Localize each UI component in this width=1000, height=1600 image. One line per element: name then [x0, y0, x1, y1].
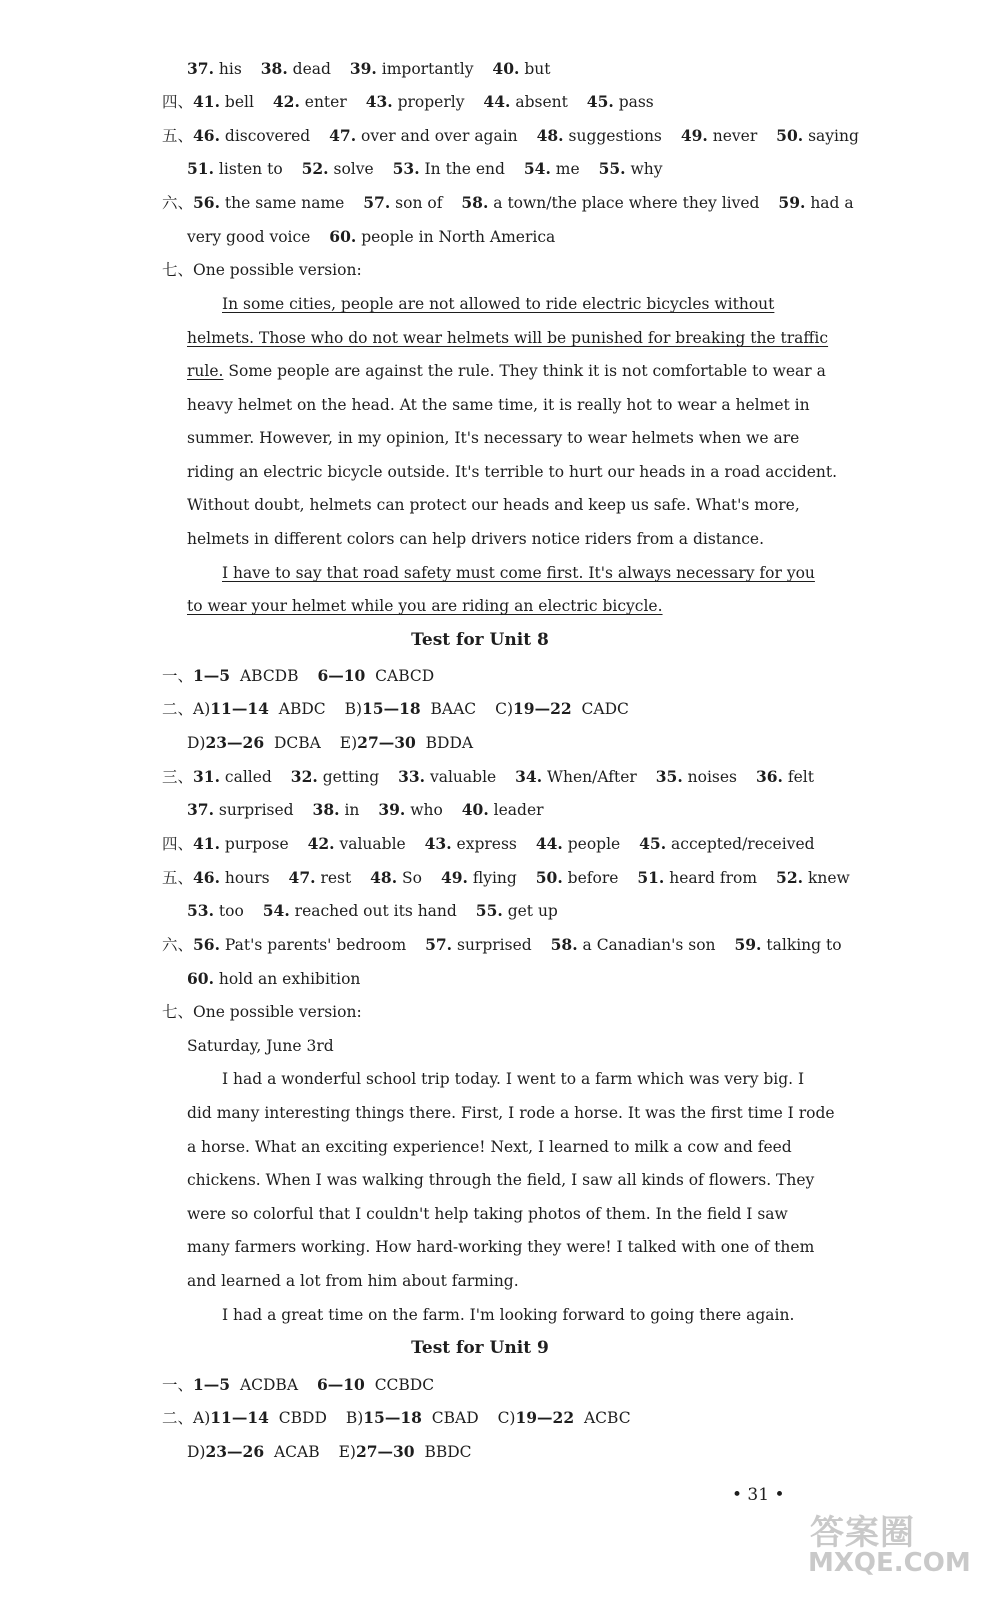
unit-8-title: Test for Unit 8: [411, 630, 549, 650]
unit-9-title: Test for Unit 9: [411, 1338, 549, 1358]
section-marker: 四、: [162, 835, 194, 853]
answer-line: 二、A)11—14 CBDD B)15—18 CBAD C)19—22 ACBC: [162, 1408, 631, 1427]
section-marker: 二、: [162, 700, 194, 718]
answer-line: 一、1—5 ABCDB 6—10 CABCD: [162, 666, 435, 685]
answer-line: 51. listen to 52. solve 53. In the end 54. me 55. why: [187, 159, 663, 178]
essay-line: were so colorful that I couldn't help taking photos of them. In the field I saw: [187, 1205, 788, 1223]
essay-line: I have to say that road safety must come first. It's always necessary for you: [222, 564, 815, 582]
section-marker: 六、: [162, 936, 194, 954]
section-marker: 五、: [162, 127, 194, 145]
answer-line: 二、A)11—14 ABDC B)15—18 BAAC C)19—22 CADC: [162, 699, 629, 718]
section-heading: 七、One possible version:: [162, 261, 362, 279]
answer-line: 60. hold an exhibition: [187, 969, 361, 988]
essay-line: summer. However, in my opinion, It's necessary to wear helmets when we are: [187, 429, 800, 447]
watermark-url: MXQE.COM: [808, 1548, 971, 1578]
answer-line: 一、1—5 ACDBA 6—10 CCBDC: [162, 1375, 435, 1394]
essay-line: riding an electric bicycle outside. It's terrible to hurt our heads in a road accident.: [187, 463, 838, 481]
answer-line: 37. his 38. dead 39. importantly 40. but: [187, 59, 551, 78]
answer-line: 53. too 54. reached out its hand 55. get up: [187, 901, 558, 920]
section-marker: 一、: [162, 667, 194, 685]
essay-line: In some cities, people are not allowed to ride electric bicycles without: [222, 295, 775, 313]
page-number: • 31 •: [732, 1485, 785, 1505]
answer-line: 六、56. the same name 57. son of 58. a town/the place where they lived 59. had a: [162, 193, 854, 212]
essay-date: Saturday, June 3rd: [187, 1037, 334, 1055]
answer-line: 五、46. hours 47. rest 48. So 49. flying 50. before 51. heard from 52. knew: [162, 868, 850, 887]
essay-line: heavy helmet on the head. At the same time, it is really hot to wear a helmet in: [187, 396, 810, 414]
essay-line: many farmers working. How hard-working they were! I talked with one of them: [187, 1238, 815, 1256]
section-marker: 六、: [162, 194, 194, 212]
answer-line: 三、31. called 32. getting 33. valuable 34. When/After 35. noises 36. felt: [162, 767, 814, 786]
watermark-logo: 答案圈: [810, 1513, 915, 1553]
essay-line: helmets. Those who do not wear helmets will be punished for breaking the traffic: [187, 329, 829, 347]
section-marker: 三、: [162, 768, 194, 786]
essay-line: Without doubt, helmets can protect our heads and keep us safe. What's more,: [187, 496, 800, 514]
essay-line: and learned a lot from him about farming.: [187, 1272, 519, 1290]
section-heading: 七、One possible version:: [162, 1003, 362, 1021]
section-marker: 一、: [162, 1376, 194, 1394]
essay-line: I had a great time on the farm. I'm looking forward to going there again.: [222, 1306, 795, 1324]
essay-line: chickens. When I was walking through the field, I saw all kinds of flowers. They: [187, 1171, 815, 1189]
essay-line: did many interesting things there. First, I rode a horse. It was the first time I rode: [187, 1104, 835, 1122]
answer-line: very good voice 60. people in North America: [187, 227, 556, 246]
answer-line: 六、56. Pat's parents' bedroom 57. surprised 58. a Canadian's son 59. talking to: [162, 935, 842, 954]
answer-number: 37.: [187, 59, 214, 78]
answer-line: 四、41. purpose 42. valuable 43. express 44. people 45. accepted/received: [162, 834, 815, 853]
essay-line: helmets in different colors can help drivers notice riders from a distance.: [187, 530, 765, 548]
essay-line: I had a wonderful school trip today. I went to a farm which was very big. I: [222, 1070, 805, 1088]
section-marker: 四、: [162, 93, 194, 111]
essay-line: to wear your helmet while you are riding an electric bicycle.: [187, 597, 663, 615]
answer-line: 四、41. bell 42. enter 43. properly 44. absent 45. pass: [162, 92, 654, 111]
section-marker: 二、: [162, 1409, 194, 1427]
answer-line: D)23—26 ACAB E)27—30 BBDC: [187, 1442, 472, 1461]
answer-line: 37. surprised 38. in 39. who 40. leader: [187, 800, 544, 819]
answer-line: D)23—26 DCBA E)27—30 BDDA: [187, 733, 474, 752]
section-marker: 五、: [162, 869, 194, 887]
answer-line: 五、46. discovered 47. over and over again 48. suggestions 49. never 50. saying: [162, 126, 859, 145]
essay-line: a horse. What an exciting experience! Next, I learned to milk a cow and feed: [187, 1138, 792, 1156]
essay-line: rule. Some people are against the rule. They think it is not comfortable to wear a: [187, 362, 826, 380]
